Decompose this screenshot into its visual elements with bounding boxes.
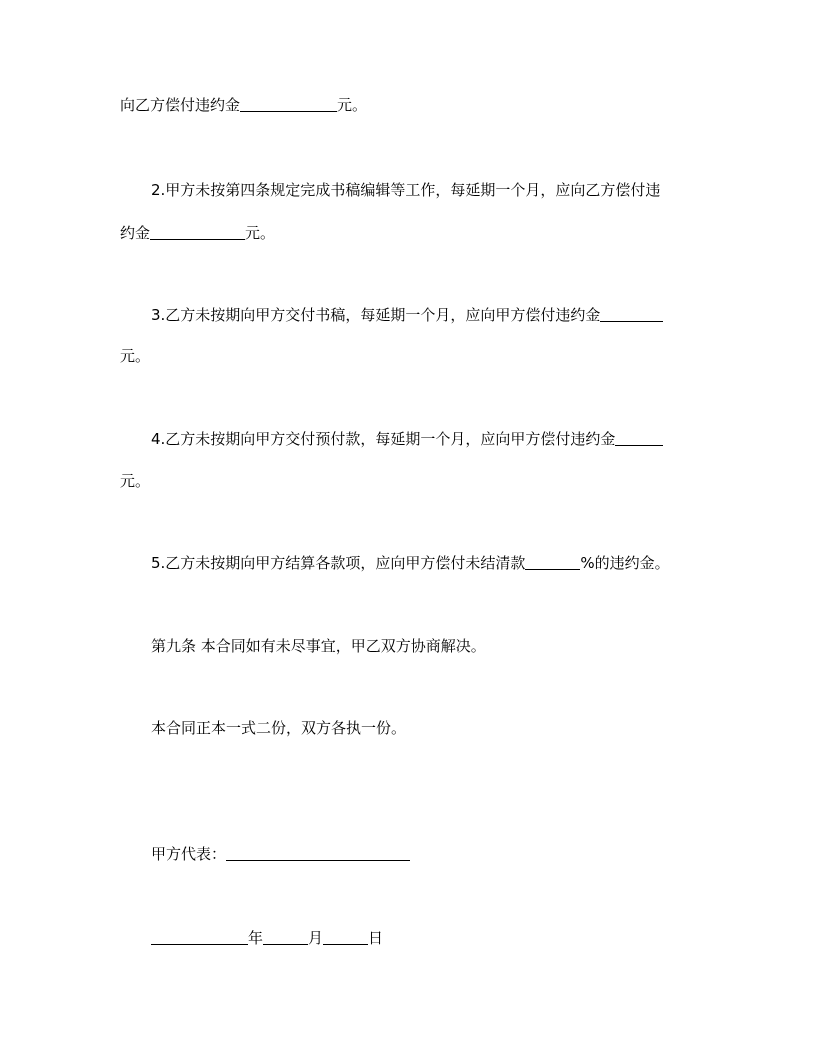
article-9-line	[151, 636, 486, 656]
clause-2-line-1	[151, 180, 660, 200]
month-label: 月	[308, 929, 324, 947]
clause-4-line-1	[151, 429, 663, 449]
article-9-text: 第九条 本合同如有未尽事宜，甲乙双方协商解决。	[151, 637, 486, 655]
month-blank[interactable]	[263, 928, 308, 945]
year-blank[interactable]	[151, 928, 248, 945]
unit-text: 元。	[120, 472, 151, 490]
copies-line	[151, 718, 406, 738]
signature-blank[interactable]	[226, 844, 410, 861]
clause-4-text: 4.乙方未按期向甲方交付预付款，每延期一个月，应向甲方偿付违约金	[151, 430, 616, 448]
day-label: 日	[368, 929, 384, 947]
clause-4-line-2	[120, 471, 150, 491]
clause-5-suffix: %的违约金。	[580, 554, 670, 572]
day-blank[interactable]	[323, 928, 368, 945]
amount-blank[interactable]	[600, 305, 663, 322]
clause-5-line	[151, 553, 670, 573]
unit-text: 元。	[337, 96, 368, 114]
amount-blank[interactable]	[150, 223, 245, 240]
clause-3-line-1	[151, 305, 663, 325]
clause-2-continuation: 约金	[120, 224, 151, 242]
unit-text: 元。	[245, 224, 276, 242]
unit-text: 元。	[120, 347, 151, 365]
year-label: 年	[248, 929, 264, 947]
date-line	[151, 928, 383, 948]
signature-label: 甲方代表：	[151, 845, 227, 863]
clause-2-line-2	[120, 223, 275, 243]
signature-line	[151, 844, 410, 864]
amount-blank[interactable]	[240, 95, 337, 112]
line-text: 向乙方偿付违约金	[120, 96, 241, 114]
clause-5-text: 5.乙方未按期向甲方结算各款项，应向甲方偿付未结清款	[151, 554, 526, 572]
clause-3-line-2	[120, 346, 150, 366]
clause-3-text: 3.乙方未按期向甲方交付书稿，每延期一个月，应向甲方偿付违约金	[151, 306, 601, 324]
clause-2-text: 2.甲方未按第四条规定完成书稿编辑等工作，每延期一个月，应向乙方偿付违	[151, 181, 661, 199]
amount-blank[interactable]	[615, 429, 663, 446]
penalty-continuation-line	[120, 95, 367, 115]
percent-blank[interactable]	[525, 553, 580, 570]
copies-text: 本合同正本一式二份，双方各执一份。	[151, 719, 407, 737]
